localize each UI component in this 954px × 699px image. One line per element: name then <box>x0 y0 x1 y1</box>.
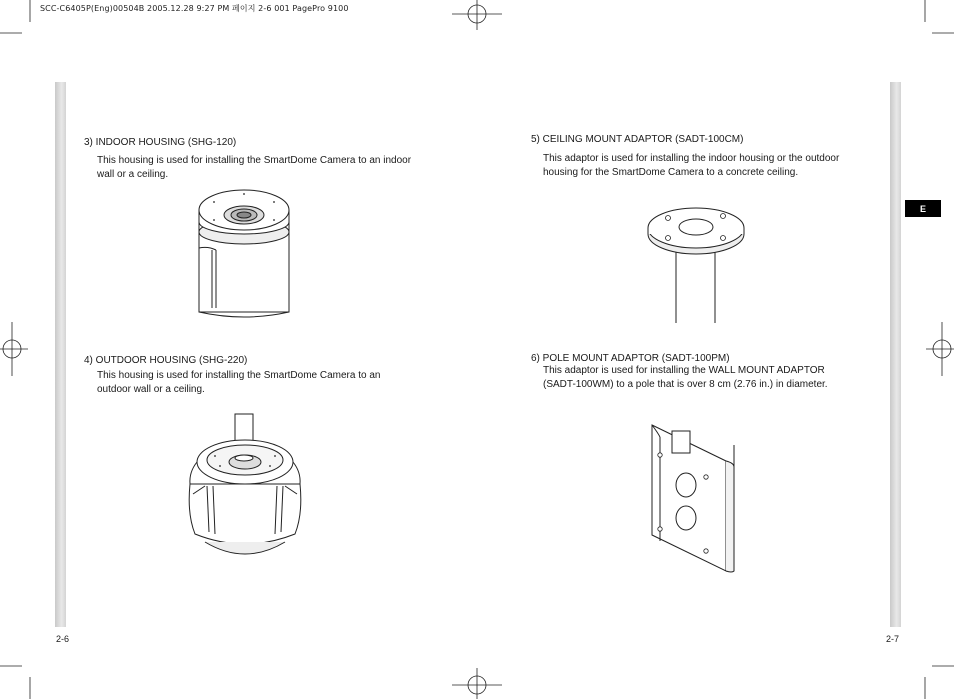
body-line: (SADT-100WM) to a pole that is over 8 cm (2.76 in.) in diameter. <box>543 379 828 390</box>
right-page-number: 2-7 <box>886 634 900 644</box>
left-page-number: 2-6 <box>56 634 70 644</box>
right-side-bar <box>890 82 901 627</box>
body-line: outdoor wall or a ceiling. <box>97 384 205 395</box>
body-line: This housing is used for installing the SmartDome Camera to an <box>97 370 381 381</box>
ceiling-mount-description <box>543 152 839 180</box>
body-line: This adaptor is used for installing the WALL MOUNT ADAPTOR <box>543 365 825 376</box>
language-tab-e: E <box>905 200 941 217</box>
pole-mount-description <box>543 364 828 392</box>
indoor-housing-heading: 3) INDOOR HOUSING (SHG-120) <box>84 137 237 148</box>
body-line: wall or a ceiling. <box>97 169 169 180</box>
pole-mount-heading: 6) POLE MOUNT ADAPTOR (SADT-100PM) <box>531 353 730 364</box>
ceiling-mount-illustration <box>646 194 746 324</box>
outdoor-housing-illustration <box>185 414 305 559</box>
outdoor-housing-heading: 4) OUTDOOR HOUSING (SHG-220) <box>84 355 248 366</box>
outdoor-housing-description <box>97 369 380 397</box>
body-line: This adaptor is used for installing the indoor housing or the outdoor <box>543 153 840 164</box>
indoor-housing-illustration <box>194 188 294 318</box>
body-line: housing for the SmartDome Camera to a concrete ceiling. <box>543 167 799 178</box>
body-line: This housing is used for installing the SmartDome Camera to an indoor <box>97 155 412 166</box>
indoor-housing-description <box>97 154 411 182</box>
ceiling-mount-heading: 5) CEILING MOUNT ADAPTOR (SADT-100CM) <box>531 134 744 145</box>
print-header: SCC-C6405P(Eng)00504B 2005.12.28 9:27 PM 페이지 2-6 001 PagePro 9100 <box>40 4 349 13</box>
pole-mount-illustration <box>646 423 741 573</box>
left-side-bar <box>55 82 66 627</box>
